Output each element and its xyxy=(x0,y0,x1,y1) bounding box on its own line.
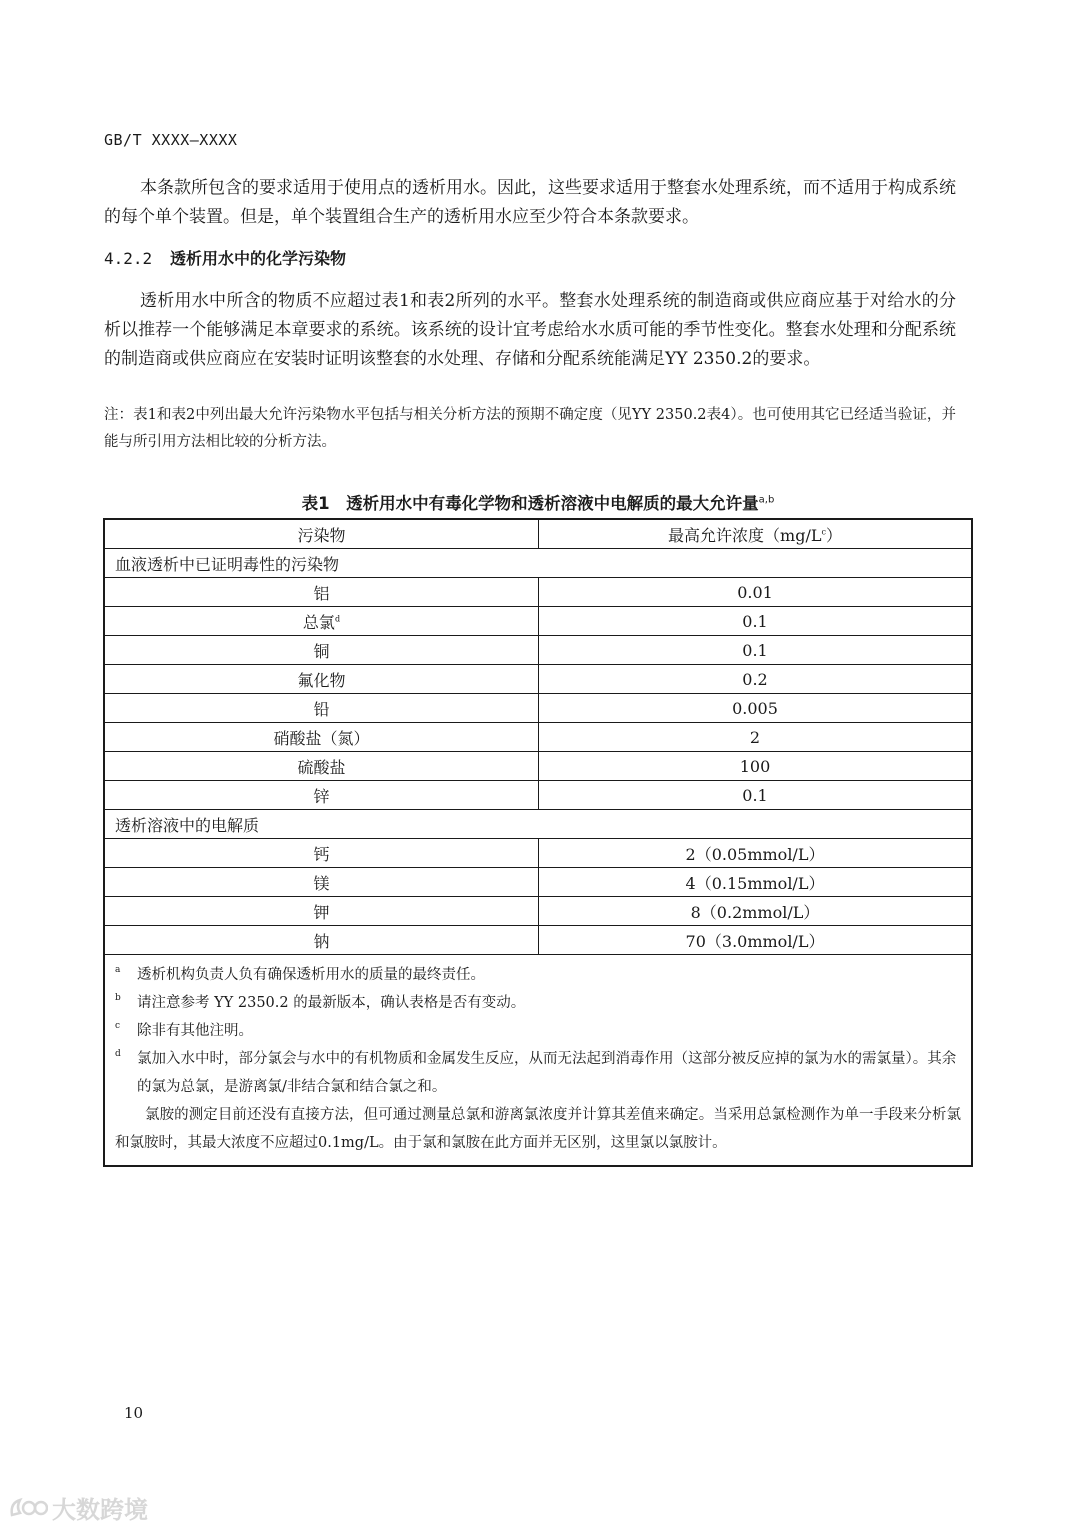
paragraph-requirements: 透析用水中所含的物质不应超过表1和表2所列的水平。整套水处理系统的制造商或供应商应基于对给水的分析以推荐一个能够满足本章要求的系统。该系统的设计宜考虑给水水质可能的季节性变化。整套水处理和分配系统的制造商或供应商应在安装时证明该整套的水处理、存储和分配系统能满足YY 2350.2的要求。 xyxy=(104,291,956,369)
contaminant-name xyxy=(104,694,539,723)
contaminant-name-text: 氟化物 xyxy=(297,670,346,690)
contaminant-name-text: 钾 xyxy=(313,902,330,922)
paragraph-scope: 本条款所包含的要求适用于使用点的透析用水。因此，这些要求适用于整套水处理系统，而不适用于构成系统的每个单个装置。但是，单个装置组合生产的透析用水应至少符合本条款要求。 xyxy=(104,178,956,227)
max-concentration-value: 0.1 xyxy=(539,636,973,665)
table-row xyxy=(104,607,972,636)
footnote-mark: a xyxy=(115,965,121,975)
max-concentration-value: 0.1 xyxy=(539,607,973,636)
table-row xyxy=(104,926,972,955)
footnote-text: 除非有其他注明。 xyxy=(137,1023,253,1039)
max-concentration-value: 2 xyxy=(539,723,973,752)
watermark-logo-icon xyxy=(8,1495,48,1521)
contaminant-name xyxy=(104,781,539,810)
contaminant-name-text: 铜 xyxy=(313,641,330,661)
max-concentration-value: 4（0.15mmol/L） xyxy=(539,868,973,897)
contaminant-name-text: 铅 xyxy=(313,699,330,719)
table-row xyxy=(104,781,972,810)
footnotes-row xyxy=(104,955,972,1167)
contaminant-name xyxy=(104,926,539,955)
contaminant-name xyxy=(104,897,539,926)
table-row xyxy=(104,665,972,694)
footnote-mark: b xyxy=(115,993,121,1003)
contaminant-name-text: 锌 xyxy=(313,786,330,806)
group-row-electrolytes xyxy=(104,810,972,839)
section-heading xyxy=(104,246,346,269)
footnote-mark: c xyxy=(115,1021,121,1031)
table-header-row xyxy=(104,519,972,549)
contaminant-name-text: 总氯 xyxy=(302,612,335,632)
header-conc-text: 最高允许浓度（mg/L xyxy=(668,525,822,545)
table-row xyxy=(104,897,972,926)
footnote-item xyxy=(115,1017,961,1045)
footnote-text: 氯加入水中时，部分氯会与水中的有机物质和金属发生反应，从而无法起到消毒作用（这部分被反应掉的氯为水的需氯量）。其余的氯为总氯，是游离氯/非结合氯和结合氯之和。 xyxy=(137,1051,957,1095)
footnote-item xyxy=(115,989,961,1017)
page-number: 10 xyxy=(124,1404,144,1422)
contaminant-name xyxy=(104,752,539,781)
section-title: 透析用水中的化学污染物 xyxy=(170,249,347,268)
group-label-toxic: 血液透析中已证明毒性的污染物 xyxy=(104,549,972,578)
contaminant-name xyxy=(104,868,539,897)
max-concentration-value: 0.005 xyxy=(539,694,973,723)
table-row xyxy=(104,694,972,723)
header-conc-footnote-ref: c xyxy=(821,527,826,537)
contaminant-name xyxy=(104,665,539,694)
contaminant-name-text: 铝 xyxy=(313,583,330,603)
contaminant-table xyxy=(103,518,973,1167)
group-row-toxic xyxy=(104,549,972,578)
section-number: 4.2.2 xyxy=(104,249,153,268)
max-concentration-value: 0.1 xyxy=(539,781,973,810)
contaminant-name-text: 硫酸盐 xyxy=(297,757,346,777)
contaminant-footnote-ref: d xyxy=(334,614,341,624)
max-concentration-value: 70（3.0mmol/L） xyxy=(539,926,973,955)
contaminant-name-text: 钠 xyxy=(313,931,330,951)
header-contaminant: 污染物 xyxy=(104,519,539,549)
contaminant-name xyxy=(104,578,539,607)
table-title-footnote-ref: a,b xyxy=(758,494,775,506)
contaminant-name-text: 钙 xyxy=(313,844,330,864)
footnote-mark: d xyxy=(115,1049,121,1059)
footnote-text: 透析机构负责人负有确保透析用水的质量的最终责任。 xyxy=(137,967,485,983)
contaminant-name xyxy=(104,723,539,752)
table-row xyxy=(104,868,972,897)
footnotes-cell xyxy=(104,955,972,1167)
contaminant-name xyxy=(104,839,539,868)
footnote-paragraph: 氯胺的测定目前还没有直接方法，但可通过测量总氯和游离氯浓度并计算其差值来确定。当采用总氯检测作为单一手段来分析氯和氯胺时，其最大浓度不应超过0.1mg/L。由于氯和氯胺在此方面并无区别，这里氯以氯胺计。 xyxy=(115,1107,961,1151)
header-conc-close: ） xyxy=(825,525,842,545)
max-concentration-value: 100 xyxy=(539,752,973,781)
max-concentration-value: 8（0.2mmol/L） xyxy=(539,897,973,926)
group-label-electrolytes: 透析溶液中的电解质 xyxy=(104,810,972,839)
contaminant-name-text: 镁 xyxy=(313,873,330,893)
table-title xyxy=(104,490,972,514)
footnote-text: 请注意参考 YY 2350.2 的最新版本，确认表格是否有变动。 xyxy=(137,995,526,1011)
table-row xyxy=(104,578,972,607)
table-row xyxy=(104,636,972,665)
max-concentration-value: 2（0.05mmol/L） xyxy=(539,839,973,868)
watermark xyxy=(8,1490,148,1525)
contaminant-name-text: 硝酸盐（氮） xyxy=(273,728,370,748)
max-concentration-value: 0.01 xyxy=(539,578,973,607)
header-max-concentration xyxy=(539,519,973,549)
contaminant-name xyxy=(104,636,539,665)
contaminant-name xyxy=(104,607,539,636)
note-paragraph: 注：表1和表2中列出最大允许污染物水平包括与相关分析方法的预期不确定度（见YY 2350.2表4）。也可使用其它已经适当验证，并能与所引用方法相比较的分析方法。 xyxy=(104,407,956,450)
footnote-item xyxy=(115,961,961,989)
table-row xyxy=(104,839,972,868)
max-concentration-value: 0.2 xyxy=(539,665,973,694)
footnote-item xyxy=(115,1045,961,1101)
watermark-text: 大数跨境 xyxy=(52,1496,148,1524)
document-code: GB/T XXXX—XXXX xyxy=(104,131,238,149)
table-row xyxy=(104,752,972,781)
table-title-text: 表1 透析用水中有毒化学物和透析溶液中电解质的最大允许量 xyxy=(301,494,759,513)
table-row xyxy=(104,723,972,752)
